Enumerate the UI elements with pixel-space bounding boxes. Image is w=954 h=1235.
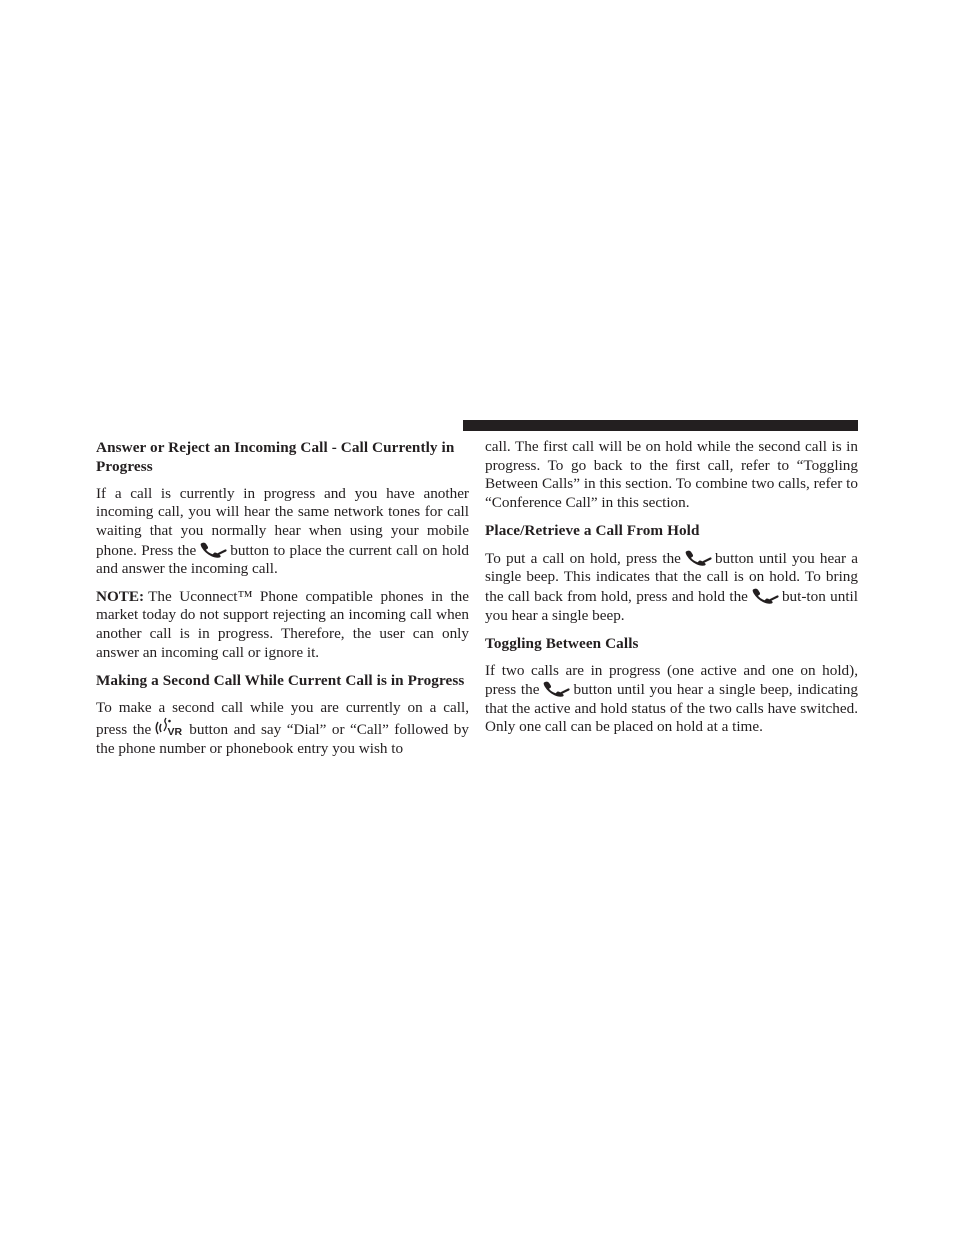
text-fragment: button and say “Dial” or “Call” followed by the phone number or phonebook entry you wish to — [96, 721, 469, 757]
paragraph-answer-reject — [96, 485, 469, 579]
paragraph-continuation: call. The first call will be on hold while the second call is in progress. To go back to the first call, refer to “Toggling Between Calls” in this section. To combine two calls, refer to “Conference Call” in this section. — [485, 438, 858, 511]
voice-command-icon — [153, 717, 187, 737]
text-fragment: button to place the current call on hold and answer the incoming call. — [96, 541, 469, 578]
section-header-bar — [463, 420, 858, 431]
text-fragment: If a call is currently in progress and you have another incoming call, you will hear the same network tones for call waiting that you normally hear when using your mobile phone. Press the — [96, 484, 469, 559]
paragraph-second-call — [96, 699, 469, 759]
heading-second-call: Making a Second Call While Current Call is in Progress — [96, 672, 465, 690]
text-fragment: button until you hear a single beep. This indicates that the call is on hold. To bring the call back from hold, press and hold the — [485, 549, 858, 605]
heading-hold: Place/Retrieve a Call From Hold — [485, 522, 700, 540]
note-paragraph — [96, 588, 469, 662]
note-label: NOTE: — [96, 587, 145, 605]
heading-answer-reject: Answer or Reject an Incoming Call - Call Currently in Progress — [96, 439, 455, 476]
phone-icon — [683, 549, 713, 566]
note-text: The Uconnect™ Phone compatible phones in the market today do not support rejecting an incoming call when another call is in progress. Therefore, the user can only answer an incoming call or ignore it. — [96, 587, 469, 661]
text-fragment: but-ton until you hear a single beep. — [485, 587, 859, 624]
phone-icon — [750, 587, 780, 604]
text-fragment: If two calls are in progress (one active and one on hold), press the — [485, 661, 858, 699]
paragraph-hold — [485, 549, 858, 625]
phone-icon — [541, 680, 571, 697]
paragraph-toggling — [485, 662, 858, 737]
heading-toggling: Toggling Between Calls — [485, 635, 639, 653]
voice-icon-letters: VR — [167, 726, 183, 738]
text-fragment: To put a call on hold, press the — [485, 549, 681, 567]
phone-icon — [198, 541, 228, 558]
right-column — [485, 438, 858, 746]
text-fragment: button until you hear a single beep, indicating that the active and hold status of the two calls have switched. Only one call can be placed on hold at a time. — [485, 681, 858, 736]
text-fragment: To make a second call while you are currently on a call, press the — [96, 698, 469, 739]
left-column — [96, 438, 469, 767]
